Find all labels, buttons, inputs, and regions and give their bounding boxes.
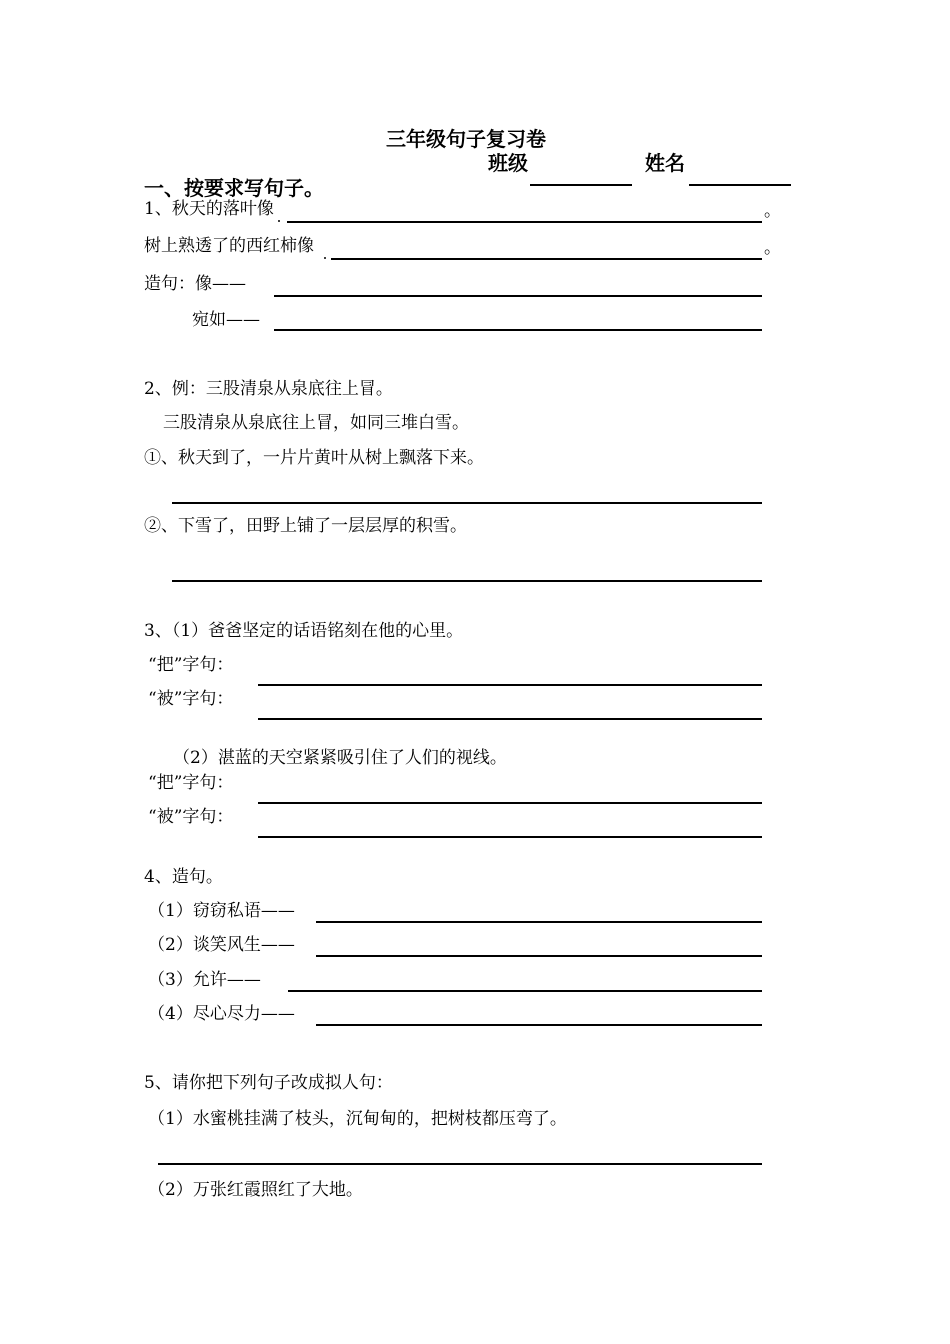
emphasis-dot <box>324 257 326 259</box>
q1-line1-end: 。 <box>764 201 781 221</box>
q3-s2-bei-blank[interactable] <box>258 836 762 838</box>
q4-item-3-blank[interactable] <box>288 990 762 992</box>
q3-sentence2: （2）湛蓝的天空紧紧吸引住了人们的视线。 <box>173 748 507 768</box>
q4-item-4-blank[interactable] <box>316 1024 762 1026</box>
q1-wanru-label: 宛如—— <box>192 310 260 330</box>
q4-item-4: （4）尽心尽力—— <box>148 1004 295 1024</box>
q1-line2-end: 。 <box>764 238 781 258</box>
q5-item1-blank[interactable] <box>158 1163 762 1165</box>
q4-item-3: （3）允许—— <box>148 970 261 990</box>
q4-item-1: （1）窃窃私语—— <box>148 901 295 921</box>
q3-s1-bei-blank[interactable] <box>258 718 762 720</box>
q1-wanru-blank[interactable] <box>274 329 762 331</box>
q1-line2-blank[interactable] <box>331 258 762 260</box>
class-label: 班级 <box>488 151 528 175</box>
q4-item-1-blank[interactable] <box>316 921 762 923</box>
q2-example-answer: 三股清泉从泉底往上冒，如同三堆白雪。 <box>163 413 469 433</box>
q1-line1-prefix: 1、秋天的落叶像 <box>144 199 274 219</box>
q4-item-2-blank[interactable] <box>316 955 762 957</box>
q3-s2-ba-label: “把”字句： <box>148 773 234 793</box>
page-title: 三年级句子复习卷 <box>386 127 546 151</box>
name-label: 姓名 <box>645 151 685 175</box>
q1-line1-blank[interactable] <box>287 221 762 223</box>
q1-make-sentence-blank[interactable] <box>274 295 762 297</box>
section-heading: 一、按要求写句子。 <box>144 176 324 200</box>
class-blank-line[interactable] <box>530 184 632 186</box>
q2-example: 2、例：三股清泉从泉底往上冒。 <box>144 379 393 399</box>
q2-item1: ①、秋天到了，一片片黄叶从树上飘落下来。 <box>144 448 484 468</box>
q3-s2-ba-blank[interactable] <box>258 802 762 804</box>
name-blank-line[interactable] <box>689 184 791 186</box>
q3-s1-bei-label: “被”字句： <box>148 689 234 709</box>
q1-make-sentence-label: 造句：像—— <box>144 274 246 294</box>
q4-item-2: （2）谈笑风生—— <box>148 935 295 955</box>
q2-item2-blank[interactable] <box>172 580 762 582</box>
q4-title: 4、造句。 <box>144 867 223 887</box>
q3-s1-ba-blank[interactable] <box>258 684 762 686</box>
q3-s2-bei-label: “被”字句： <box>148 807 234 827</box>
q2-item2: ②、下雪了，田野上铺了一层层厚的积雪。 <box>144 516 467 536</box>
emphasis-dot <box>278 220 280 222</box>
q5-item2: （2）万张红霞照红了大地。 <box>148 1180 363 1200</box>
q5-item1: （1）水蜜桃挂满了枝头，沉甸甸的，把树枝都压弯了。 <box>148 1109 567 1129</box>
q3-s1-ba-label: “把”字句： <box>148 655 234 675</box>
q5-title: 5、请你把下列句子改成拟人句： <box>144 1073 393 1093</box>
q2-item1-blank[interactable] <box>172 502 762 504</box>
q1-line2-prefix: 树上熟透了的西红柿像 <box>144 236 314 256</box>
q3-sentence1: 3、（1）爸爸坚定的话语铭刻在他的心里。 <box>144 621 464 641</box>
